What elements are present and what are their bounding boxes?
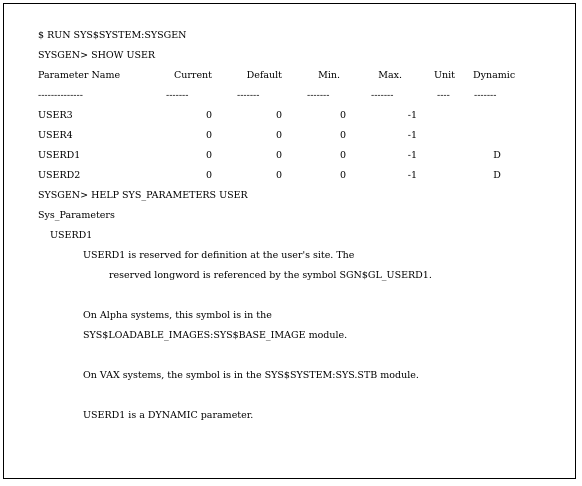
row-min: 0	[339, 170, 346, 181]
row-max: -1	[407, 150, 417, 161]
help-command: SYSGEN> HELP SYS_PARAMETERS USER	[38, 190, 248, 201]
row-current: 0	[205, 150, 212, 161]
row-current: 0	[205, 130, 212, 141]
header-parameter-name: Parameter Name	[38, 70, 121, 81]
row-name: USER4	[38, 130, 73, 141]
separator-dynamic: -------	[474, 90, 497, 101]
row-max: -1	[407, 130, 417, 141]
row-current: 0	[205, 170, 212, 181]
help-topic: Sys_Parameters	[38, 210, 115, 221]
row-min: 0	[339, 110, 346, 121]
row-default: 0	[275, 110, 282, 121]
row-current: 0	[205, 110, 212, 121]
separator-unit: ----	[437, 90, 450, 101]
row-dynamic	[484, 110, 510, 122]
row-name: USERD1	[38, 150, 81, 161]
row-min: 0	[339, 150, 346, 161]
help-text-line: On Alpha systems, this symbol is in the	[83, 310, 272, 321]
header-unit: Unit	[434, 70, 455, 81]
row-min: 0	[339, 130, 346, 141]
run-sysgen-command: $ RUN SYS$SYSTEM:SYSGEN	[38, 30, 187, 41]
help-text-line: USERD1 is reserved for definition at the user's site. The	[83, 250, 355, 261]
separator-name: --------------	[38, 90, 83, 101]
row-dynamic: D	[493, 170, 501, 181]
separator-min: -------	[307, 90, 330, 101]
row-default: 0	[275, 170, 282, 181]
help-text-line: SYS$LOADABLE_IMAGES:SYS$BASE_IMAGE module.	[83, 330, 348, 341]
row-max: -1	[407, 170, 417, 181]
row-dynamic: D	[493, 150, 501, 161]
row-dynamic	[484, 130, 510, 142]
header-default: Default	[246, 70, 282, 81]
header-min: Min.	[318, 70, 340, 81]
terminal-output-panel	[3, 3, 576, 479]
help-subtopic: USERD1	[50, 230, 93, 241]
help-text-line: reserved longword is referenced by the symbol SGN$GL_USERD1.	[109, 270, 432, 281]
header-dynamic: Dynamic	[473, 70, 516, 81]
row-name: USERD2	[38, 170, 81, 181]
row-max: -1	[407, 110, 417, 121]
header-max: Max.	[378, 70, 402, 81]
show-user-command: SYSGEN> SHOW USER	[38, 50, 156, 61]
help-text-line: On VAX systems, the symbol is in the SYS$SYSTEM:SYS.STB module.	[83, 370, 419, 381]
row-name: USER3	[38, 110, 73, 121]
row-default: 0	[275, 150, 282, 161]
separator-max: -------	[371, 90, 394, 101]
row-default: 0	[275, 130, 282, 141]
separator-default: -------	[237, 90, 260, 101]
help-text-line: USERD1 is a DYNAMIC parameter.	[83, 410, 254, 421]
header-current: Current	[173, 70, 212, 81]
separator-current: -------	[166, 90, 189, 101]
